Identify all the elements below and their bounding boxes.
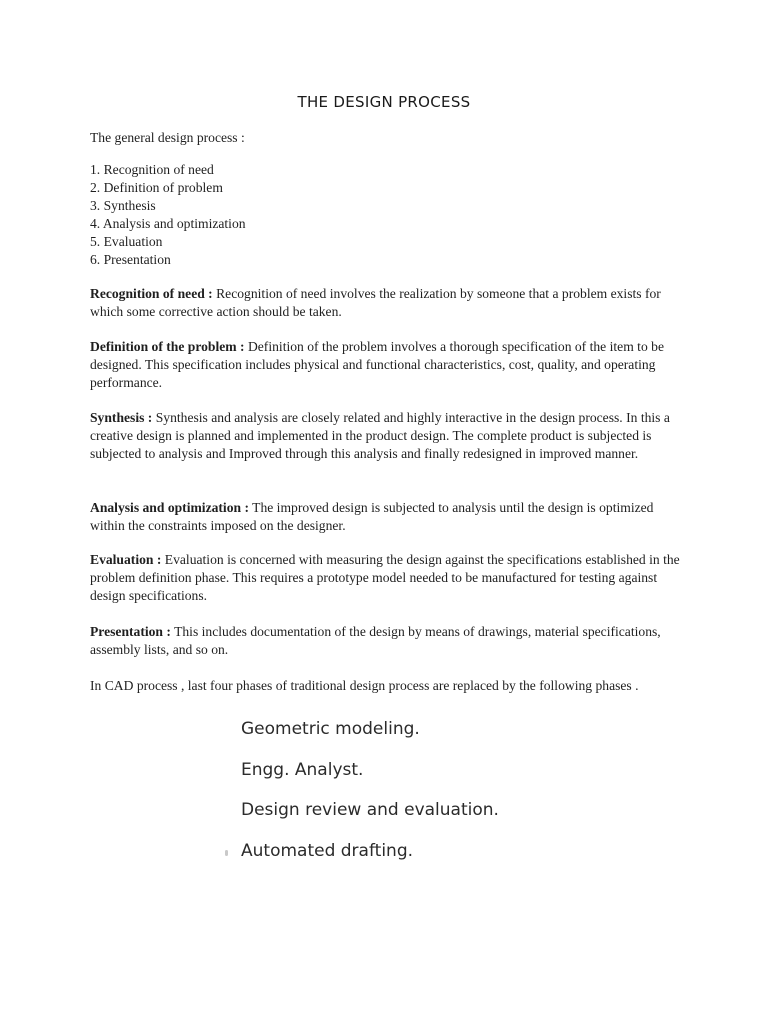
process-step: 6. Presentation (90, 252, 171, 267)
paragraph-recognition-of-need (90, 285, 680, 321)
paragraph-body: Evaluation is concerned with measuring the design against the specifications established in the problem definition phase. This requires a prototype model needed to be manufactured for testing against design specifications. (90, 552, 680, 603)
process-step: 1. Recognition of need (90, 162, 214, 177)
paragraph-term: Definition of the problem : (90, 339, 245, 354)
intro-text: The general design process : (90, 130, 245, 145)
bullet-icon (225, 850, 228, 856)
process-step: 3. Synthesis (90, 198, 156, 213)
paragraph-body: Definition of the problem involves a thorough specification of the item to be designed. This specification includes physical and functional characteristics, cost, quality, and operating performance. (90, 339, 664, 390)
process-step: 2. Definition of problem (90, 180, 223, 195)
cad-phases-list (241, 718, 641, 862)
paragraph-term: Evaluation : (90, 552, 162, 567)
cad-phase-item (241, 759, 641, 781)
document-title: THE DESIGN PROCESS (297, 93, 471, 111)
process-steps-list (90, 161, 680, 269)
cad-phase-item (241, 718, 641, 740)
paragraph-definition-of-problem (90, 338, 680, 392)
paragraph-body: Synthesis and analysis are closely related and highly interactive in the design process. In this a creative design is planned and implemented in the product design. The complete product is subjected is subjected to analysis and Improved through this analysis and finally redesigned in improved manner. (90, 410, 670, 461)
paragraph-body: The improved design is subjected to analysis until the design is optimized within the constraints imposed on the designer. (90, 500, 654, 533)
paragraph-evaluation (90, 551, 680, 605)
cad-phase-label: Design review and evaluation. (241, 800, 499, 820)
paragraph-body: Recognition of need involves the realization by someone that a problem exists for which some corrective action should be taken. (90, 286, 661, 319)
cad-process-note: In CAD process , last four phases of traditional design process are replaced by the following phases . (90, 678, 639, 693)
cad-phase-label: Automated drafting. (241, 840, 414, 861)
process-step: 5. Evaluation (90, 234, 163, 249)
paragraph-synthesis (90, 409, 680, 463)
paragraph-term: Recognition of need : (90, 286, 213, 301)
paragraph-analysis-and-optimization (90, 499, 680, 535)
cad-phase-item (241, 840, 641, 862)
paragraph-term: Analysis and optimization : (90, 500, 249, 515)
cad-phase-label: Engg. Analyst. (241, 759, 364, 780)
paragraph-presentation (90, 623, 680, 659)
process-step: 4. Analysis and optimization (90, 216, 246, 231)
paragraph-term: Synthesis : (90, 410, 153, 425)
cad-phase-label: Geometric modeling. (241, 719, 420, 739)
cad-phase-item (241, 799, 641, 821)
paragraph-body: This includes documentation of the design by means of drawings, material specifications, assembly lists, and so on. (90, 624, 661, 657)
paragraph-term: Presentation : (90, 624, 171, 639)
